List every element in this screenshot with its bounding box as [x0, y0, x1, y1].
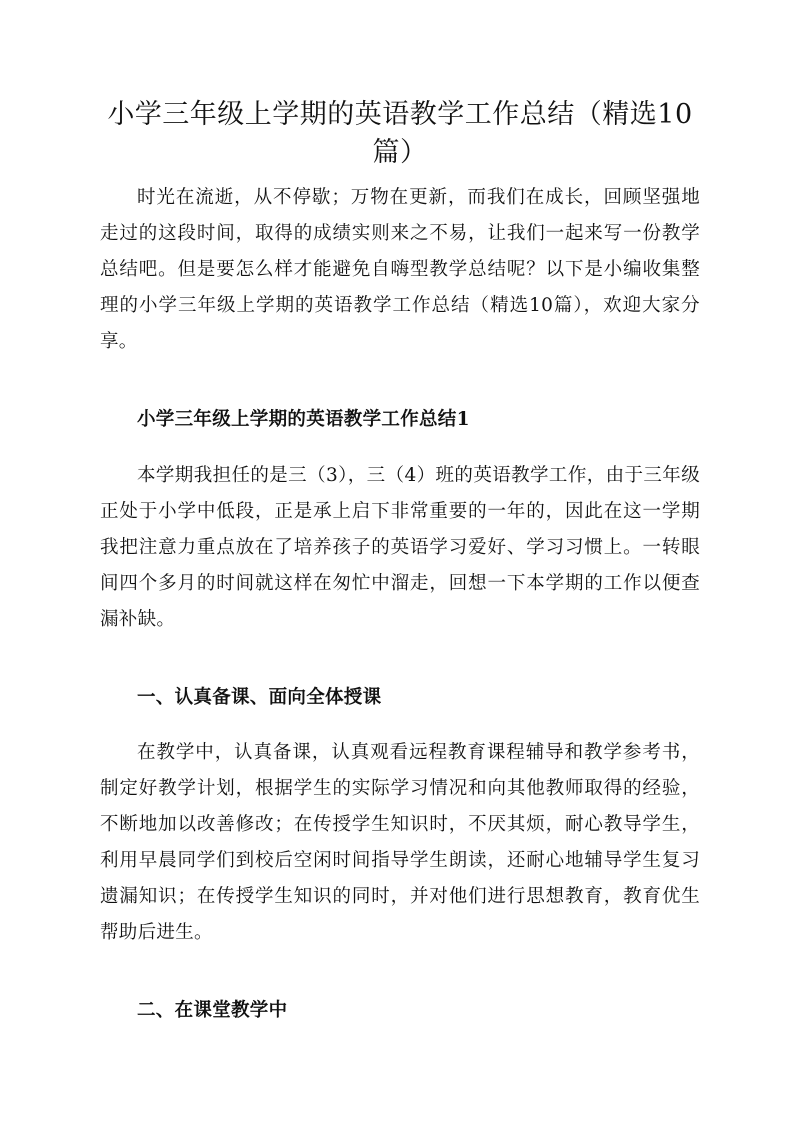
section1-heading: 一、认真备课、面向全体授课	[137, 687, 382, 708]
section2-heading: 二、在课堂教学中	[137, 1000, 288, 1021]
document-title: 小学三年级上学期的英语教学工作总结（精选10篇）	[107, 99, 693, 168]
section1-paragraph: 在教学中，认真备课，认真观看远程教育课程辅导和教学参考书，制定好教学计划，根据学生的实际学习情况和向其他教师取得的经验，不断地加以改善修改；在传授学生知识时，不厌其烦，耐心教导学生，利用早晨同学们到校后空闲时间指导学生朗读，还耐心地辅导学生复习遗漏知识；在传授学生知识的同时，并对他们进行思想教育，教育优生帮助后进生。	[100, 742, 700, 943]
summary1-paragraph: 本学期我担任的是三（3），三（4）班的英语教学工作，由于三年级正处于小学中低段，正是承上启下非常重要的一年的，因此在这一学期我把注意力重点放在了培养孩子的英语学习爱好、学习习惯上。一转眼间四个多月的时间就这样在匆忙中溜走，回想一下本学期的工作以便查漏补缺。	[100, 465, 700, 630]
summary1-heading: 小学三年级上学期的英语教学工作总结1	[137, 409, 470, 430]
intro-paragraph: 时光在流逝，从不停歇；万物在更新，而我们在成长，回顾坚强地走过的这段时间，取得的成绩实则来之不易，让我们一起来写一份教学总结吧。但是要怎么样才能避免自嗨型教学总结呢？以下是小编收集整理的小学三年级上学期的英语教学工作总结（精选10篇），欢迎大家分享。	[100, 187, 700, 352]
